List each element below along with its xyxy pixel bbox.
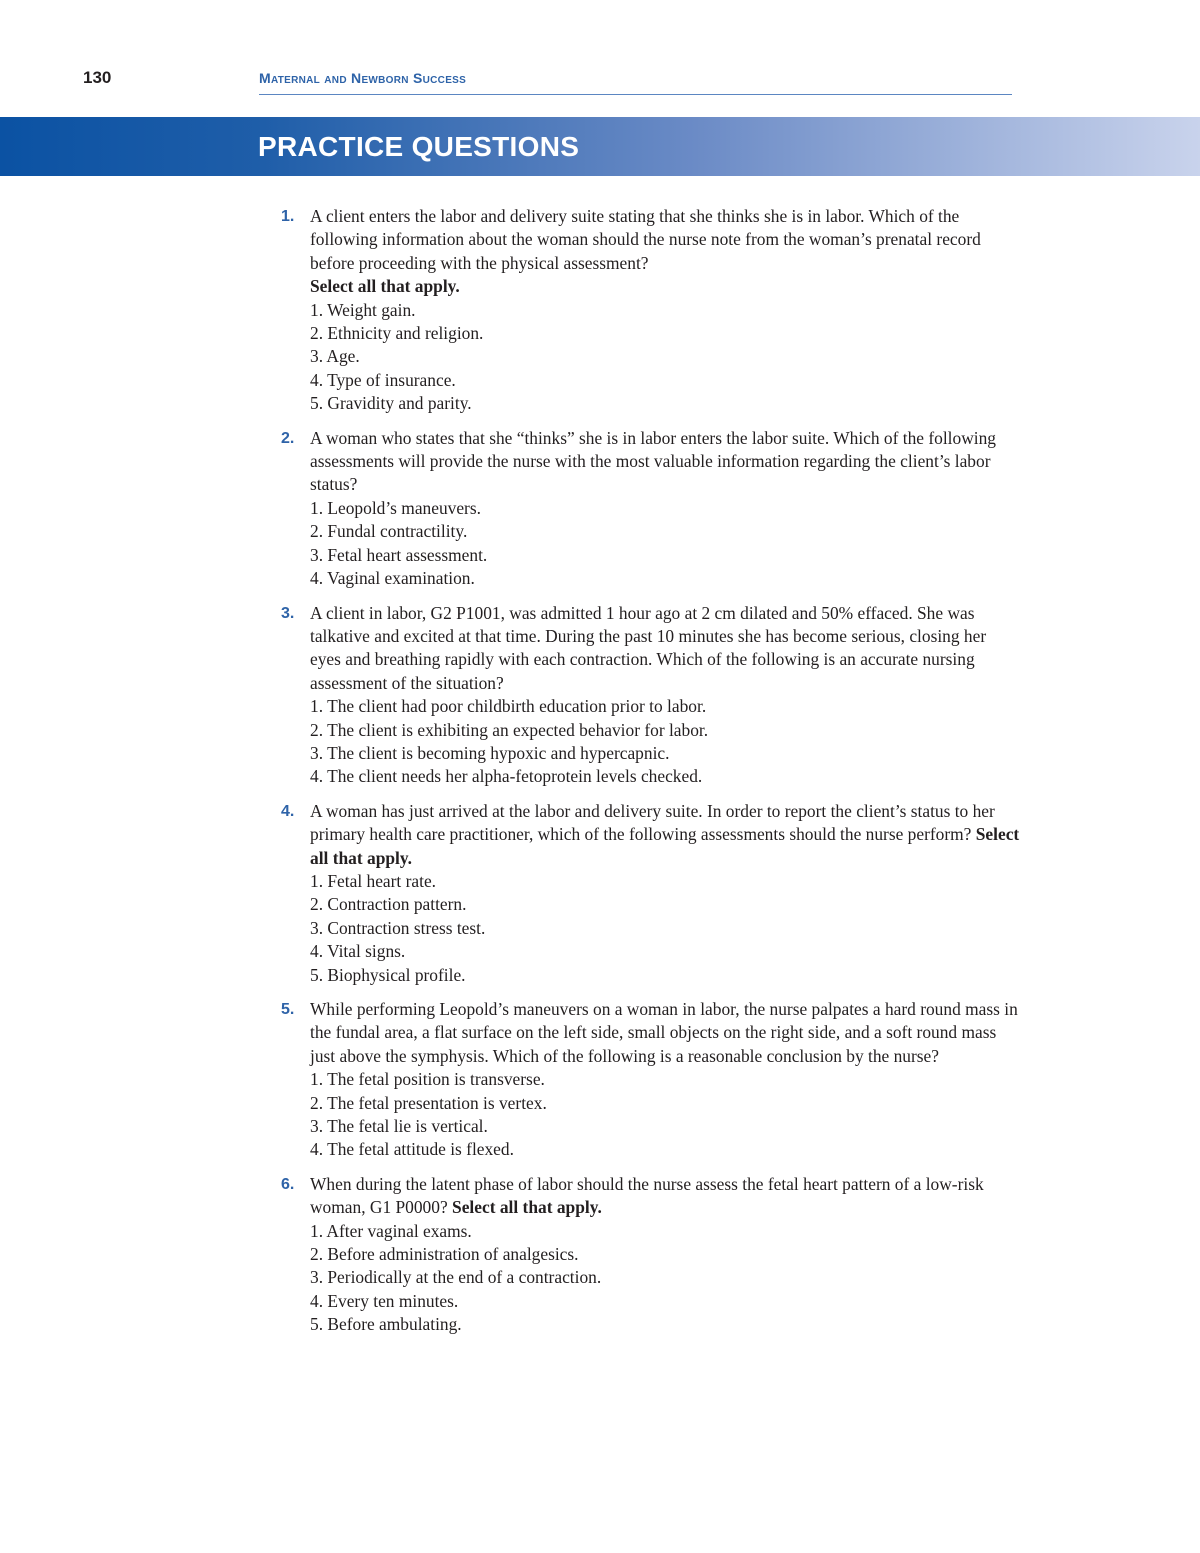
answer-options (310, 497, 1021, 591)
question-number: 2. (281, 429, 295, 447)
answer-option: 2. Ethnicity and religion. (310, 323, 484, 344)
answer-option: 2. The fetal presentation is vertex. (310, 1092, 547, 1113)
question-text: While performing Leopold’s maneuvers on a woman in labor, the nurse palpates a hard round mass in the fundal area, a flat surface on the left side, small objects on the right side, and a soft round mass just above the symphysis. Which of the following is a reasonable conclusion by the nurse? (310, 999, 1018, 1066)
select-all-instruction: Select all that apply. (310, 824, 1020, 868)
answer-options (310, 1068, 1021, 1162)
answer-option: 4. Vital signs. (310, 941, 406, 962)
section-banner (0, 117, 1200, 176)
question-2 (281, 427, 1021, 591)
answer-option: 3. Periodically at the end of a contraction. (310, 1267, 602, 1288)
question-5 (281, 998, 1021, 1162)
question-1 (281, 205, 1021, 416)
select-all-instruction: Select all that apply. (310, 276, 460, 297)
question-number: 3. (281, 604, 295, 622)
answer-option: 1. Weight gain. (310, 299, 416, 320)
answer-option: 5. Before ambulating. (310, 1314, 462, 1335)
question-number: 6. (281, 1175, 295, 1193)
answer-option: 1. After vaginal exams. (310, 1220, 472, 1241)
question-number: 1. (281, 208, 295, 225)
page-number: 130 (83, 68, 112, 87)
question-4 (281, 800, 1021, 987)
header-rule (259, 94, 1012, 95)
answer-options (310, 695, 1021, 789)
question-6 (281, 1173, 1021, 1337)
question-text: A client enters the labor and delivery suite stating that she thinks she is in labor. Which of the following information about the woman should the nurse note from the woman’s prenatal record before proceeding with the physical assessment? (310, 206, 981, 273)
answer-option: 2. Fundal contractility. (310, 521, 468, 542)
question-text: A woman has just arrived at the labor and delivery suite. In order to report the client’s status to her primary health care practitioner, which of the following assessments should the nurse perform? (310, 800, 995, 845)
answer-option: 5. Gravidity and parity. (310, 393, 472, 414)
select-all-instruction: Select all that apply. (452, 1197, 602, 1218)
answer-option: 3. The fetal lie is vertical. (310, 1116, 488, 1137)
answer-option: 4. The fetal attitude is flexed. (310, 1139, 514, 1160)
answer-option: 1. The fetal position is transverse. (310, 1069, 545, 1090)
answer-option: 2. The client is exhibiting an expected behavior for labor. (310, 719, 709, 740)
answer-option: 2. Contraction pattern. (310, 894, 467, 915)
answer-option: 4. Vaginal examination. (310, 568, 475, 589)
question-text: A client in labor, G2 P1001, was admitted 1 hour ago at 2 cm dilated and 50% effaced. She was talkative and excited at that time. During the past 10 minutes she has become serious, closing her eyes and breathing rapidly with each contraction. Which of the following is an accurate nursing assessment of the situation? (310, 602, 987, 693)
section-title: PRACTICE QUESTIONS (258, 131, 580, 162)
answer-option: 3. Contraction stress test. (310, 917, 486, 938)
answer-options (310, 870, 1021, 987)
questions-list (281, 205, 1021, 1348)
question-number: 5. (281, 1001, 295, 1018)
question-text: A woman who states that she “thinks” she is in labor enters the labor suite. Which of the following assessments will provide the nurse with the most valuable information regarding the client’s labor status? (310, 427, 996, 495)
answer-option: 4. Every ten minutes. (310, 1290, 459, 1311)
answer-option: 4. The client needs her alpha-fetoprotein levels checked. (310, 766, 703, 787)
answer-options (310, 299, 1021, 416)
answer-option: 4. Type of insurance. (310, 369, 456, 390)
question-number: 4. (281, 802, 295, 820)
answer-option: 3. The client is becoming hypoxic and hypercapnic. (310, 742, 670, 763)
answer-options (310, 1220, 1021, 1337)
answer-option: 1. The client had poor childbirth education prior to labor. (310, 696, 707, 717)
question-text: When during the latent phase of labor should the nurse assess the fetal heart pattern of a low-risk woman, G1 P0000? (310, 1173, 984, 1218)
answer-option: 3. Fetal heart assessment. (310, 544, 488, 565)
answer-option: 3. Age. (310, 346, 360, 367)
question-3 (281, 602, 1021, 789)
answer-option: 5. Biophysical profile. (310, 964, 466, 985)
running-head: Maternal and Newborn Success (259, 70, 467, 86)
answer-option: 1. Fetal heart rate. (310, 870, 437, 891)
answer-option: 1. Leopold’s maneuvers. (310, 497, 481, 518)
answer-option: 2. Before administration of analgesics. (310, 1244, 579, 1265)
